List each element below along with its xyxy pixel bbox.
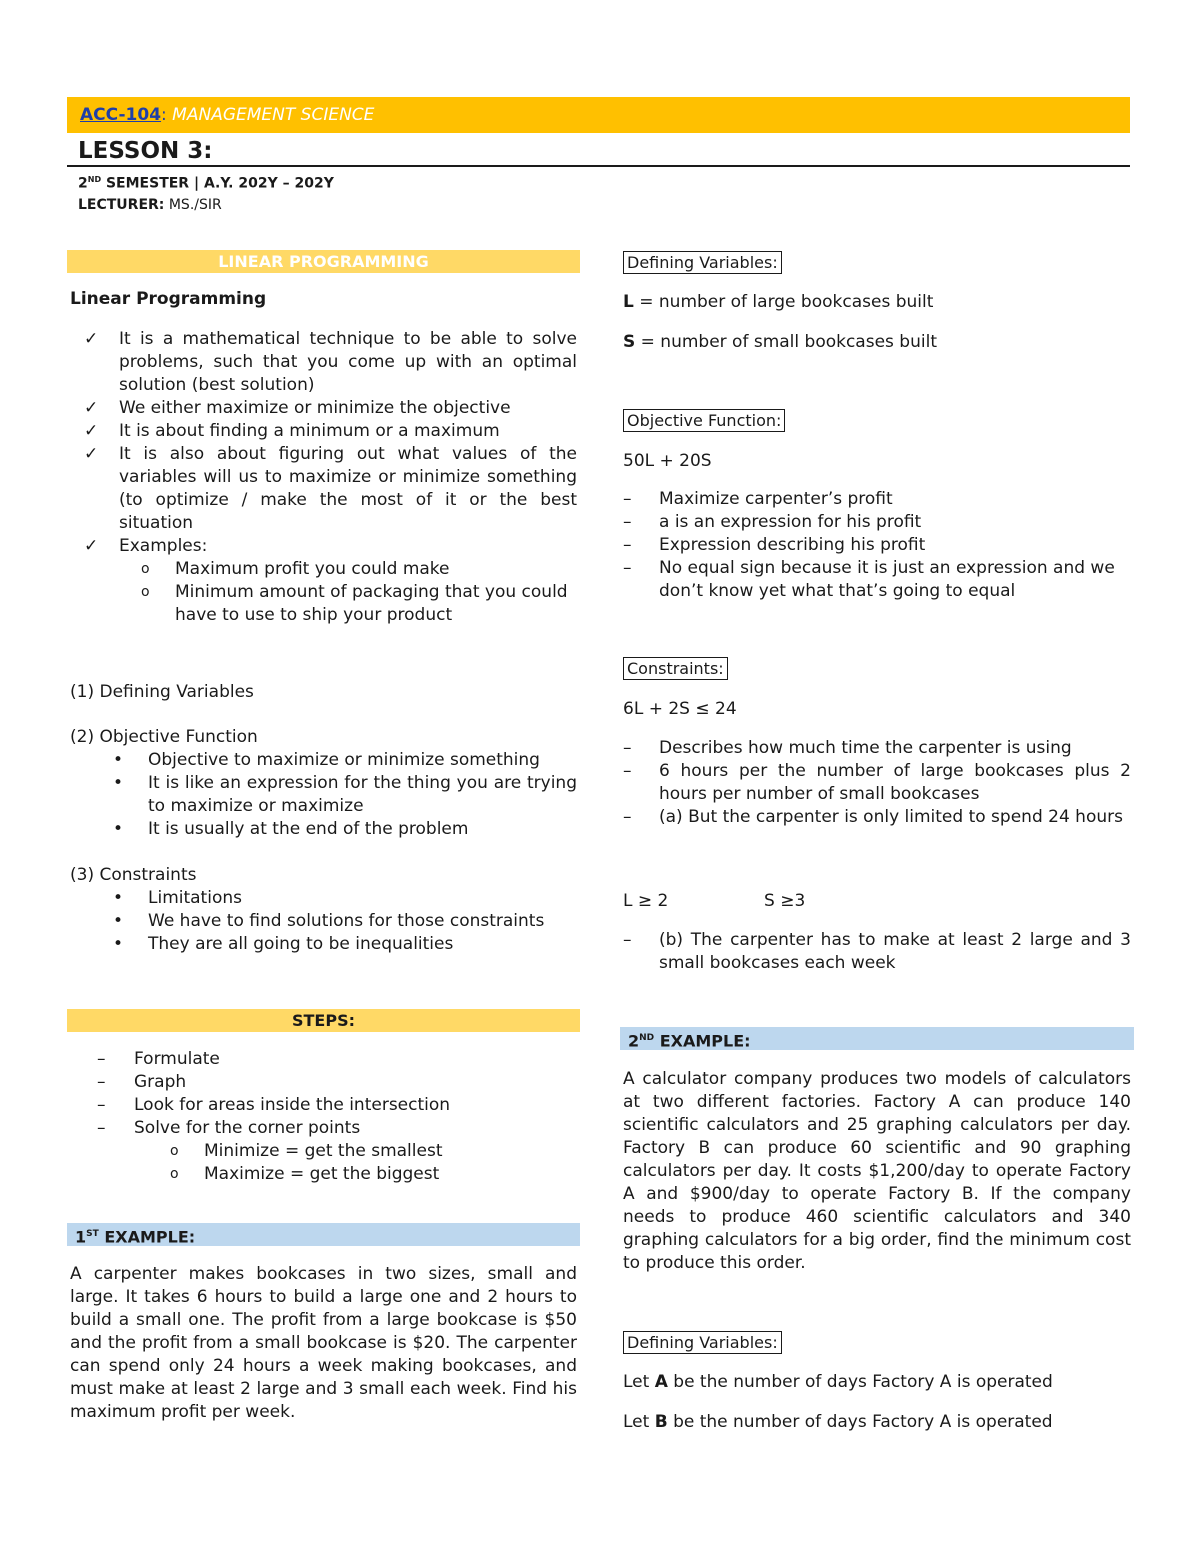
title-divider (67, 165, 1130, 167)
check-item: Examples: (119, 536, 208, 556)
objective-note: No equal sign because it is just an expression and we don’t know yet what that’s going to equal (659, 558, 1115, 601)
dash-icon: – (623, 535, 632, 555)
dash-icon: – (97, 1118, 106, 1138)
variable-s-symbol: S (623, 332, 636, 352)
example1-suffix: ST (86, 1229, 99, 1239)
bullet-icon: • (113, 934, 124, 954)
dash-icon: – (97, 1049, 106, 1069)
dash-icon: – (623, 512, 632, 532)
example2-suffix: ND (639, 1033, 655, 1043)
bullet-icon: • (113, 750, 124, 770)
objective-function-label: Objective Function: (623, 409, 785, 432)
constraint-note: Describes how much time the carpenter is using (659, 738, 1072, 758)
course-name: MANAGEMENT SCIENCE (166, 105, 375, 125)
example2-problem-text: A calculator company produces two models of calculators at two different factories. Factory A can produce 140 scientific calculators and 25 graphing calculators per day. Factory B can produce 60 scientific and 90 graphing calculators per day. It costs $1,200/day to operate Factory A and $900/day to operate Factory B. If the company needs to produce 460 scientific calculators and 340 graphing calculators for a big order, find the minimum cost to produce this order. (623, 1069, 1131, 1273)
objective-expression: 50L + 20S (623, 451, 712, 471)
linear-programming-band: LINEAR PROGRAMMING (67, 250, 580, 273)
objective-note: Expression describing his profit (659, 535, 926, 555)
objective-bullet: It is usually at the end of the problem (148, 819, 469, 839)
lecturer-label: LECTURER: (78, 197, 165, 213)
check-item: It is a mathematical technique to be able to solve problems, such that you come up with an optimal solution (best solution) (119, 329, 577, 395)
variable-b-prefix: Let (623, 1412, 655, 1432)
variable-a-symbol: A (654, 1372, 668, 1392)
course-separator: : (161, 105, 167, 125)
dash-icon: – (623, 807, 632, 827)
variable-b-text: be the number of days Factory A is operated (667, 1412, 1053, 1432)
course-banner (67, 97, 1130, 133)
objective-bullet: It is like an expression for the thing you are trying to maximize or maximize (148, 773, 577, 816)
constraint-note: 6 hours per the number of large bookcases plus 2 hours per number of small bookcases (659, 761, 1131, 804)
step-subitem: Minimize = get the smallest (204, 1141, 443, 1161)
circle-bullet-icon: o (170, 1166, 179, 1182)
check-icon: ✓ (84, 421, 99, 441)
course-code: ACC-104 (80, 105, 162, 125)
dash-icon: – (623, 489, 632, 509)
variable-l-symbol: L (623, 292, 634, 312)
dash-icon: – (97, 1072, 106, 1092)
check-icon: ✓ (84, 398, 99, 418)
dash-icon: – (97, 1095, 106, 1115)
lesson-title: LESSON 3: (78, 138, 213, 164)
constraint-note: (a) But the carpenter is only limited to spend 24 hours (659, 807, 1123, 827)
variable-l-text: = number of large bookcases built (633, 292, 934, 312)
example1-number: 1 (75, 1227, 87, 1247)
dash-icon: – (623, 761, 632, 781)
bullet-icon: • (113, 773, 124, 793)
semester-suffix: ND (87, 175, 102, 184)
bullet-icon: • (113, 888, 124, 908)
step-item: Look for areas inside the intersection (134, 1095, 451, 1115)
variable-b-symbol: B (654, 1412, 668, 1432)
variable-b-definition (623, 1411, 1128, 1434)
step-item: Formulate (134, 1049, 220, 1069)
dash-icon: – (623, 558, 632, 578)
bullet-icon: • (113, 911, 124, 931)
lp-heading: Linear Programming (70, 289, 267, 309)
constraint-bullet: They are all going to be inequalities (148, 934, 454, 954)
objective-note: a is an expression for his profit (659, 512, 922, 532)
variable-l-definition (623, 291, 1128, 314)
check-item: It is about finding a minimum or a maximum (119, 421, 500, 441)
example2-label: EXAMPLE: (654, 1031, 751, 1051)
objective-bullet: Objective to maximize or minimize something (148, 750, 540, 770)
defining-variables-label-2: Defining Variables: (623, 1331, 782, 1354)
variable-a-definition (623, 1371, 1128, 1394)
variable-a-text: be the number of days Factory A is operated (667, 1372, 1053, 1392)
second-example-band (620, 1027, 1134, 1050)
constraint-s-min: S ≥3 (764, 891, 806, 911)
example-item: Minimum amount of packaging that you could have to use to ship your product (175, 582, 568, 625)
bullet-icon: • (113, 819, 124, 839)
semester-number: 2 (78, 175, 88, 192)
example2-number: 2 (628, 1031, 640, 1051)
lecturer-value: MS./SIR (164, 197, 222, 213)
step-defining-variables: (1) Defining Variables (70, 682, 254, 702)
constraints-label: Constraints: (623, 657, 728, 680)
circle-bullet-icon: o (141, 584, 150, 600)
constraint-l-min: L ≥ 2 (623, 891, 669, 911)
circle-bullet-icon: o (170, 1143, 179, 1159)
step-constraints: (3) Constraints (70, 865, 197, 885)
step-item: Solve for the corner points (134, 1118, 361, 1138)
example-item: Maximum profit you could make (175, 559, 450, 579)
constraint-bullet: Limitations (148, 888, 242, 908)
check-icon: ✓ (84, 536, 99, 556)
constraint-note-b: (b) The carpenter has to make at least 2 large and 3 small bookcases each week (659, 930, 1131, 973)
step-item: Graph (134, 1072, 187, 1092)
variable-s-definition (623, 331, 1128, 354)
example1-problem-text: A carpenter makes bookcases in two sizes, small and large. It takes 6 hours to build a large one and 2 hours to build a small one. The profit from a large bookcase is $50 and the profit from a small bookcase is $20. The carpenter can spend only 24 hours a week making bookcases, and must make at least 2 large and 3 small each week. Find his maximum profit per week. (70, 1264, 577, 1422)
check-item: It is also about figuring out what values of the variables will us to maximize or minimize something (to optimize / make the most of it or the best situation (119, 444, 577, 533)
check-icon: ✓ (84, 444, 99, 464)
dash-icon: – (623, 930, 632, 950)
semester-line (78, 175, 334, 192)
variable-a-prefix: Let (623, 1372, 655, 1392)
step-subitem: Maximize = get the biggest (204, 1164, 440, 1184)
first-example-band (67, 1223, 580, 1246)
steps-band: STEPS: (67, 1009, 580, 1032)
example1-label: EXAMPLE: (98, 1227, 196, 1247)
step-objective-function: (2) Objective Function (70, 727, 258, 747)
objective-note: Maximize carpenter’s profit (659, 489, 893, 509)
circle-bullet-icon: o (141, 561, 150, 577)
check-icon: ✓ (84, 329, 99, 349)
check-item: We either maximize or minimize the objective (119, 398, 511, 418)
lecturer-line (78, 197, 222, 213)
constraint-bullet: We have to find solutions for those constraints (148, 911, 545, 931)
dash-icon: – (623, 738, 632, 758)
variable-s-text: = number of small bookcases built (635, 332, 937, 352)
constraint-expression: 6L + 2S ≤ 24 (623, 699, 737, 719)
semester-text: SEMESTER | A.Y. 202Y – 202Y (101, 175, 334, 192)
defining-variables-label: Defining Variables: (623, 251, 782, 274)
